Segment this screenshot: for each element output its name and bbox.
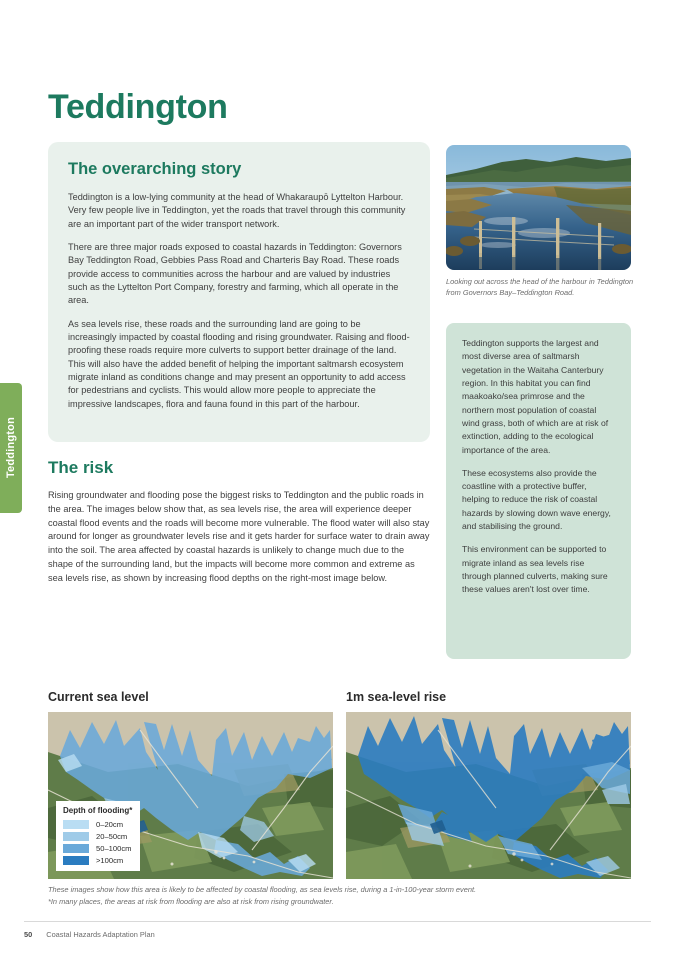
- ecology-info-panel: [446, 323, 631, 659]
- map-caption-line-2: *In many places, the areas at risk from flooding are also at risk from rising groundwater.: [48, 896, 334, 906]
- page-title: Teddington: [48, 88, 228, 126]
- info-paragraph: Teddington supports the largest and most diverse area of saltmarsh vegetation in the Waitaha Canterbury region. In this habitat you can find maakoako/sea primrose and the northern most population of coastal wind grass, both of which are at risk of extinction, adding to the ecological importance of the area.: [462, 338, 609, 455]
- risk-heading: The risk: [48, 458, 114, 477]
- story-paragraph: As sea levels rise, these roads and the surrounding land are going to be increasingly impacted by coastal flooding and rising groundwater. Raising and flood-proofing these roads require more culverts to support better drainage of the land. This will also have the added benefit of helping the important saltmarsh ecosystem migrate inland as conditions change and may present an opportunity to add access for pedestrians and cyclists. This would allow more people to appreciate the impressive landscapes, flora and fauna found in this part of the harbour.: [68, 318, 410, 409]
- footer-divider: [24, 921, 651, 922]
- estuary-photo: [446, 145, 631, 270]
- legend-label: >100cm: [96, 855, 124, 865]
- flood-depth-legend: [56, 801, 140, 871]
- legend-item: [63, 856, 132, 865]
- legend-item: [63, 820, 132, 829]
- story-paragraph: Teddington is a low-lying community at the head of Whakaraupō Lyttelton Harbour. Very few people live in Teddington, yet the roads that travel through this community are an important part of the wider transport network.: [68, 192, 406, 229]
- map-label-current-sea-level: Current sea level: [48, 690, 149, 704]
- chapter-side-tab: [0, 383, 22, 513]
- footer-page-number: 50: [24, 930, 33, 939]
- overarching-story-panel: [48, 142, 430, 442]
- info-paragraph: These ecosystems also provide the coastline with a protective buffer, helping to reduce the risk of coastal hazards by slowing down wave energy, and stabilising the ground.: [462, 467, 611, 532]
- legend-swatch-20-50cm: [63, 832, 89, 841]
- legend-label: 20–50cm: [96, 831, 128, 841]
- risk-body-text: Rising groundwater and flooding pose the biggest risks to Teddington and the public roads in the area. The images below show that, as sea levels rise, the area will experience deeper coastal flood events and the roads will become more vulnerable. The flood water will also stay around for longer as groundwater levels rise and it gets harder for surface water to drain away into the soil. The area affected by coastal hazards is unlikely to change much due to the shape of the surrounding land, but the impacts will become more common and extreme as sea levels rise, as shown by increasing flood depths on the right-most image below.: [48, 490, 430, 583]
- legend-item: [63, 844, 132, 853]
- legend-label: 0–20cm: [96, 819, 124, 829]
- legend-swatch-over-100cm: [63, 856, 89, 865]
- legend-item: [63, 832, 132, 841]
- page-footer: [24, 930, 155, 939]
- footer-document-title: Coastal Hazards Adaptation Plan: [46, 930, 155, 939]
- map-caption: [48, 884, 608, 908]
- story-paragraph: There are three major roads exposed to coastal hazards in Teddington: Governors Bay Teddington Road, Gebbies Pass Road and Charteris Bay Road. These roads provide access to communities across the harbour and are valued by industries such as the Lyttelton Port Company, forestry and farming, which all operate in the area.: [68, 242, 402, 306]
- map-caption-line-1: These images show how this area is likely to be affected by coastal flooding, as sea levels rise, during a 1-in-100-year storm event.: [48, 885, 477, 894]
- flood-map-1m-rise: [346, 712, 631, 879]
- estuary-photo-caption: Looking out across the head of the harbour in Teddington from Governors Bay–Teddington Road.: [446, 277, 634, 298]
- overarching-story-heading: The overarching story: [68, 160, 242, 178]
- legend-swatch-0-20cm: [63, 820, 89, 829]
- info-paragraph: This environment can be supported to migrate inland as sea levels rise through planned culverts, making sure these values aren't lost over time.: [462, 544, 608, 595]
- flood-map-1m-rise-graphic: [346, 712, 631, 879]
- legend-swatch-50-100cm: [63, 844, 89, 853]
- flood-map-current: [48, 712, 333, 879]
- chapter-side-tab-label: Teddington: [5, 417, 17, 479]
- legend-title: Depth of flooding*: [63, 806, 133, 815]
- legend-label: 50–100cm: [96, 843, 132, 853]
- estuary-photo-graphic: [446, 145, 631, 270]
- map-label-1m-rise: 1m sea-level rise: [346, 690, 447, 704]
